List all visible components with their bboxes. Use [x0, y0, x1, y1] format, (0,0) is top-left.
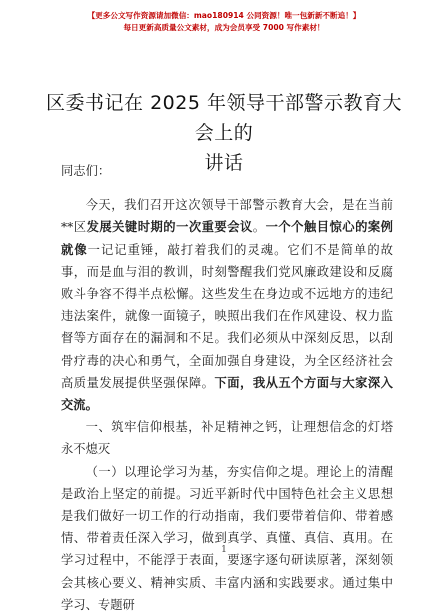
intro-bold-f: 下面，我从五个方面与大家深入交流。: [61, 374, 393, 413]
paragraph-intro: [61, 194, 393, 416]
page-number: 1: [221, 545, 227, 555]
intro-bold-b: 发展关键时期的一次重要会议: [86, 219, 253, 235]
promo-banner-line2: 每日更新高质量公文素材，成为会员享受 7000 写作素材！: [123, 23, 325, 32]
title-line2: 讲话: [204, 152, 244, 174]
promo-banner-line1: 【更多公文写作资源请加微信：mao180914 公同资源！唯一包新新不断追！】: [87, 11, 361, 20]
intro-text-c: 。: [252, 220, 266, 235]
paragraph-section1-1: （一）以理论学习为基，夯实信仰之堤。理论上的清醒是政治上坚定的前提。习近平新时代中国特色社会主义思想是我们做好一切工作的行动指南，我们要带着信仰、带着感情、带着责任深入学习，做到真学、真懂、真信、真用。在学习过程中，不能浮于表面，要逐字逐句研读原著，深刻领会其核心要义、精神实质、丰富内涵和实践要求。通过集中学习、专题研: [61, 464, 393, 612]
section-heading-1: 一、筑牢信仰根基，补足精神之钙，让理想信念的灯塔永不熄灭: [61, 420, 393, 457]
intro-text-e: 一记记重锤，敲打着我们的灵魂。它们不是简单的故事，而是血与泪的教训，时刻警醒我们党风廉政建设和反腐败斗争容不得半点松懈。这些发生在身边或不远地方的违纪违法案件，就像一面镜子，映照出我们在作风建设、权力监督等方面存在的漏洞和不足。我们必须从中深刻反思，以刮骨疗毒的决心和勇气，全面加强自身建设，为全区经济社会高质量发展提供坚强保障。: [61, 242, 393, 390]
title-line1: 区委书记在 2025 年领导干部警示教育大会上的: [46, 92, 402, 144]
intro-bold-d: 一个个触目惊心的案例就像: [61, 219, 393, 257]
intro-text-a: 今天，我们召开这次领导干部警示教育大会，是在当前**区: [61, 198, 393, 235]
greeting: 同志们：: [61, 164, 111, 178]
promo-banner: [0, 10, 448, 34]
